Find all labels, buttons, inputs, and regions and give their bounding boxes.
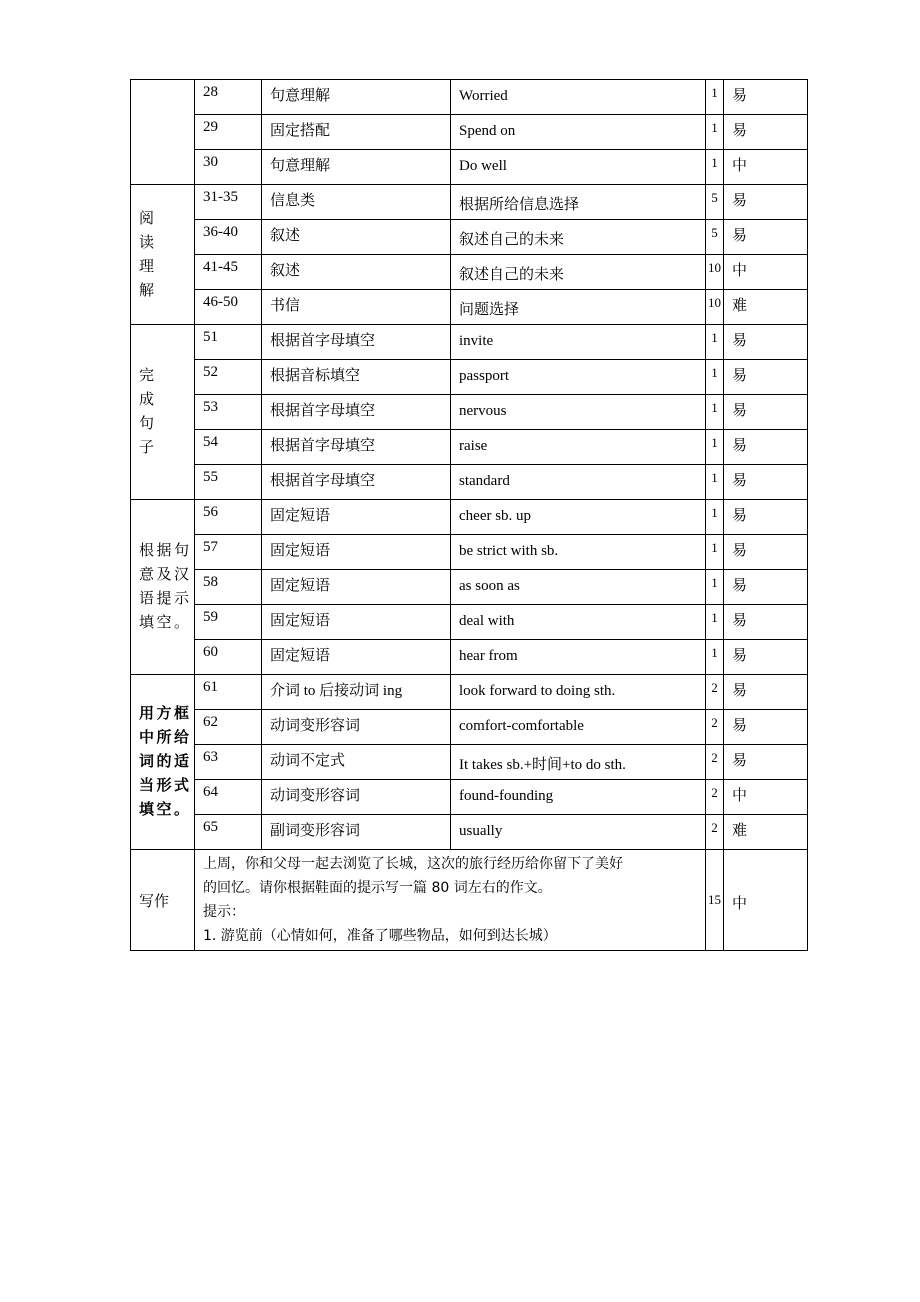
score-value: 1 — [711, 401, 718, 415]
score-value: 1 — [711, 471, 718, 485]
score-value: 1 — [711, 576, 718, 590]
answer-point: Do well — [451, 150, 706, 185]
answer-point: as soon as — [451, 570, 706, 605]
question-type: 固定短语 — [262, 605, 451, 640]
question-type: 根据首字母填空 — [262, 325, 451, 360]
table-row — [131, 640, 808, 675]
table-row — [131, 535, 808, 570]
table-row — [131, 290, 808, 325]
writing-prompt-line: 提示： — [203, 904, 245, 920]
question-number: 58 — [195, 570, 262, 605]
table-row — [131, 395, 808, 430]
section-reading — [131, 185, 195, 325]
question-number: 65 — [195, 815, 262, 850]
table-row — [131, 255, 808, 290]
score-cell — [706, 115, 724, 150]
score-cell — [706, 780, 724, 815]
section-complete — [131, 325, 195, 500]
writing-prompt-line: 上周，你和父母一起去浏览了长城，这次的旅行经历给你留下了美好 — [203, 856, 623, 872]
score-cell — [706, 465, 724, 500]
score-cell — [706, 220, 724, 255]
score-cell — [706, 430, 724, 465]
score-value: 2 — [711, 751, 718, 765]
question-type: 书信 — [262, 290, 451, 325]
answer-point: 问题选择 — [451, 290, 706, 325]
question-number: 31-35 — [195, 185, 262, 220]
question-type: 根据首字母填空 — [262, 430, 451, 465]
table-row — [131, 605, 808, 640]
score-cell — [706, 850, 724, 951]
difficulty: 易 — [724, 395, 808, 430]
question-type: 固定短语 — [262, 570, 451, 605]
question-type: 副词变形容词 — [262, 815, 451, 850]
score-value: 1 — [711, 331, 718, 345]
answer-point: passport — [451, 360, 706, 395]
difficulty: 易 — [724, 115, 808, 150]
score-value: 1 — [711, 366, 718, 380]
question-number: 63 — [195, 745, 262, 780]
table-row — [131, 430, 808, 465]
question-number: 30 — [195, 150, 262, 185]
score-value: 2 — [711, 821, 718, 835]
difficulty: 易 — [724, 675, 808, 710]
difficulty: 易 — [724, 535, 808, 570]
question-number: 41-45 — [195, 255, 262, 290]
score-cell — [706, 80, 724, 115]
score-cell — [706, 150, 724, 185]
section-label: 用方框中所给词的适当形式填空。 — [139, 706, 189, 818]
score-value: 15 — [708, 892, 721, 907]
difficulty: 中 — [724, 850, 808, 951]
question-type: 动词变形容词 — [262, 710, 451, 745]
answer-point: comfort-comfortable — [451, 710, 706, 745]
difficulty: 易 — [724, 185, 808, 220]
question-number: 59 — [195, 605, 262, 640]
table-row — [131, 220, 808, 255]
difficulty: 易 — [724, 325, 808, 360]
answer-point: usually — [451, 815, 706, 850]
score-value: 2 — [711, 716, 718, 730]
score-value: 1 — [711, 121, 718, 135]
section-writing — [131, 850, 195, 951]
question-number: 51 — [195, 325, 262, 360]
question-number: 54 — [195, 430, 262, 465]
question-type: 信息类 — [262, 185, 451, 220]
score-cell — [706, 255, 724, 290]
score-cell — [706, 395, 724, 430]
score-value: 10 — [708, 261, 721, 275]
question-type: 根据首字母填空 — [262, 395, 451, 430]
question-number: 60 — [195, 640, 262, 675]
difficulty: 易 — [724, 710, 808, 745]
score-value: 1 — [711, 86, 718, 100]
answer-point: 叙述自己的未来 — [451, 220, 706, 255]
difficulty: 易 — [724, 500, 808, 535]
score-cell — [706, 360, 724, 395]
answer-point: cheer sb. up — [451, 500, 706, 535]
section-label: 根据句意及汉语提示填空。 — [139, 543, 189, 631]
question-number: 55 — [195, 465, 262, 500]
question-number: 62 — [195, 710, 262, 745]
answer-point: 根据所给信息选择 — [451, 185, 706, 220]
difficulty: 中 — [724, 780, 808, 815]
answer-point: raise — [451, 430, 706, 465]
question-number: 29 — [195, 115, 262, 150]
question-type: 固定短语 — [262, 500, 451, 535]
difficulty: 易 — [724, 360, 808, 395]
table-row — [131, 465, 808, 500]
table-row — [131, 80, 808, 115]
table-row — [131, 500, 808, 535]
table-row — [131, 710, 808, 745]
question-number: 57 — [195, 535, 262, 570]
section-blank — [131, 80, 195, 185]
answer-point: It takes sb.+时间+to do sth. — [451, 745, 706, 780]
score-cell — [706, 290, 724, 325]
question-type: 叙述 — [262, 255, 451, 290]
score-value: 1 — [711, 646, 718, 660]
difficulty: 易 — [724, 745, 808, 780]
question-type: 固定搭配 — [262, 115, 451, 150]
question-type: 根据首字母填空 — [262, 465, 451, 500]
table-row — [131, 815, 808, 850]
question-type: 句意理解 — [262, 150, 451, 185]
score-cell — [706, 185, 724, 220]
section-label: 写作 — [139, 893, 170, 910]
score-cell — [706, 640, 724, 675]
table-row — [131, 675, 808, 710]
score-value: 10 — [708, 296, 721, 310]
score-cell — [706, 605, 724, 640]
writing-prompt-line: 的回忆。请你根据鞋面的提示写一篇 80 词左右的作文。 — [203, 880, 552, 896]
question-type: 介词 to 后接动词 ing — [262, 675, 451, 710]
section-fill_chinese — [131, 500, 195, 675]
answer-point: deal with — [451, 605, 706, 640]
score-cell — [706, 325, 724, 360]
score-cell — [706, 815, 724, 850]
question-type: 叙述 — [262, 220, 451, 255]
question-type: 动词变形容词 — [262, 780, 451, 815]
answer-point: be strict with sb. — [451, 535, 706, 570]
section-box_words — [131, 675, 195, 850]
score-value: 2 — [711, 681, 718, 695]
difficulty: 难 — [724, 815, 808, 850]
difficulty: 易 — [724, 465, 808, 500]
table-row — [131, 325, 808, 360]
score-value: 5 — [711, 191, 718, 205]
score-value: 5 — [711, 226, 718, 240]
answer-point: Worried — [451, 80, 706, 115]
score-value: 1 — [711, 506, 718, 520]
table-row — [131, 360, 808, 395]
score-cell — [706, 535, 724, 570]
question-type: 根据音标填空 — [262, 360, 451, 395]
question-number: 46-50 — [195, 290, 262, 325]
table-row — [131, 185, 808, 220]
question-number: 36-40 — [195, 220, 262, 255]
question-number: 56 — [195, 500, 262, 535]
answer-point: hear from — [451, 640, 706, 675]
score-cell — [706, 710, 724, 745]
table-row — [131, 115, 808, 150]
score-cell — [706, 675, 724, 710]
question-number: 64 — [195, 780, 262, 815]
difficulty: 易 — [724, 80, 808, 115]
answer-point: Spend on — [451, 115, 706, 150]
writing-row — [131, 850, 808, 951]
question-analysis-table — [130, 79, 808, 951]
question-type: 固定短语 — [262, 640, 451, 675]
answer-point: nervous — [451, 395, 706, 430]
answer-point: 叙述自己的未来 — [451, 255, 706, 290]
writing-prompt — [195, 850, 706, 951]
question-number: 52 — [195, 360, 262, 395]
table-row — [131, 745, 808, 780]
difficulty: 易 — [724, 220, 808, 255]
difficulty: 易 — [724, 605, 808, 640]
answer-point: standard — [451, 465, 706, 500]
question-number: 53 — [195, 395, 262, 430]
answer-point: invite — [451, 325, 706, 360]
score-cell — [706, 500, 724, 535]
answer-point: found-founding — [451, 780, 706, 815]
answer-point: look forward to doing sth. — [451, 675, 706, 710]
question-number: 61 — [195, 675, 262, 710]
difficulty: 难 — [724, 290, 808, 325]
score-value: 1 — [711, 611, 718, 625]
difficulty: 易 — [724, 430, 808, 465]
question-type: 固定短语 — [262, 535, 451, 570]
difficulty: 易 — [724, 640, 808, 675]
difficulty: 易 — [724, 570, 808, 605]
table-row — [131, 780, 808, 815]
question-type: 动词不定式 — [262, 745, 451, 780]
table-row — [131, 150, 808, 185]
question-number: 28 — [195, 80, 262, 115]
score-value: 2 — [711, 786, 718, 800]
score-value: 1 — [711, 156, 718, 170]
question-type: 句意理解 — [262, 80, 451, 115]
section-label: 完成句子 — [139, 368, 155, 456]
difficulty: 中 — [724, 150, 808, 185]
score-cell — [706, 745, 724, 780]
score-cell — [706, 570, 724, 605]
table-row — [131, 570, 808, 605]
writing-prompt-line: 1. 游览前（心情如何，准备了哪些物品，如何到达长城） — [203, 928, 557, 944]
score-value: 1 — [711, 436, 718, 450]
score-value: 1 — [711, 541, 718, 555]
difficulty: 中 — [724, 255, 808, 290]
section-label: 阅读理解 — [139, 210, 155, 299]
